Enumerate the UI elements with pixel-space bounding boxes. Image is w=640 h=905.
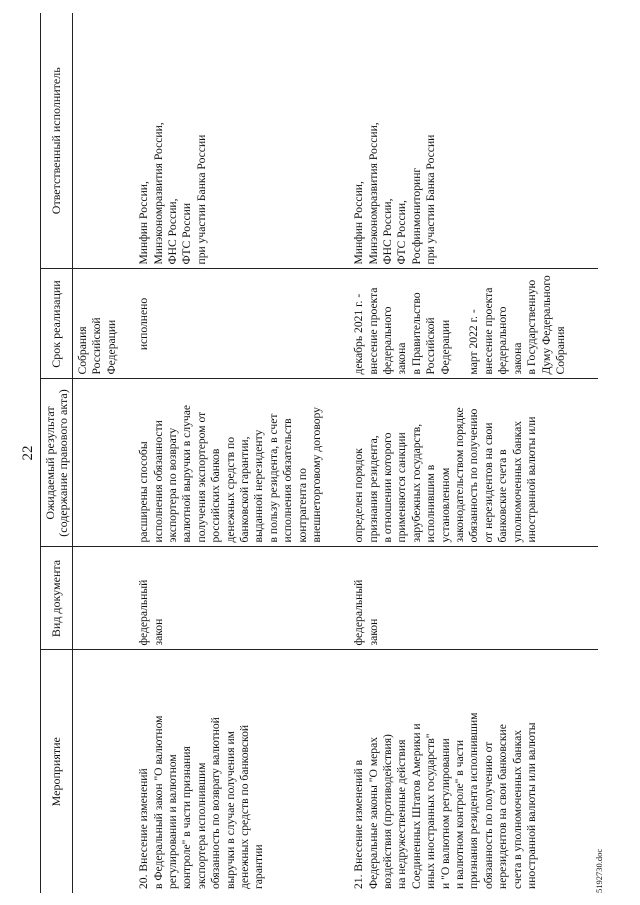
cell-result: расширены способы исполнения обязанности экспортера по возврату валютной выручки в случае получения экспортером от российских банков денежных средств по банковской гарантии, выданной нерезиденту в пользу резидента, в счет исполнения обязательств контрагента по внешнеторговому договору (119, 379, 334, 547)
page-number: 22 (20, 445, 36, 461)
header-measure: Мероприятие (41, 650, 73, 893)
header-deadline: Срок реализации (41, 269, 73, 379)
table-row (73, 13, 120, 893)
measures-table (40, 13, 598, 893)
table-header (41, 13, 73, 893)
cell-measure: 21. Внесение изменений в Федеральные законы "О мерах воздействия (противодействия) на недружественные действия Соединенных Штатов Америки и иных иностранных государств" и "О валютном регулировании и валютном контроле" в части признания резидента исполнившим обязанность по получению от нерезидентов на свои банковские счета в уполномоченных банках иностранной валюты или валюты (352, 712, 539, 889)
rotated-page (12, 13, 628, 893)
cell-responsible (73, 13, 120, 269)
cell-doc-type (73, 547, 120, 650)
header-doc-type: Вид документа (41, 547, 73, 650)
cell-responsible: Минфин России, Минэкономразвития России, ФНС России, ФТС России, Росфинмониторинг при участии Банка России (334, 13, 598, 269)
cell-result: определен порядок признания резидента, в отношении которого применяются санкции зарубежных государств, исполнившим в установленном законодательством порядке обязанность по получению от нерезидентов на свои банковские счета в уполномоченных банках иностранной валюты или (334, 379, 598, 547)
header-result: Ожидаемый результат (содержание правового акта) (41, 379, 73, 547)
cell-doc-type: федеральный закон (334, 547, 598, 650)
cell-result (73, 379, 120, 547)
file-name: 5192730.doc (594, 848, 604, 893)
cell-deadline: Собрания Российской Федерации (73, 269, 120, 379)
table-row (334, 13, 598, 893)
cell-responsible: Минфин России, Минэкономразвития России, ФНС России, ФТС России при участии Банка России (119, 13, 334, 269)
header-responsible: Ответственный исполнитель (41, 13, 73, 269)
cell-measure: 20. Внесение изменений в Федеральный закон "О валютном регулировании и валютном контроле" в части признания экспортера исполнившим обязанность по возврату валютной выручки в случае получения им денежных средств по банковской гарантии (137, 715, 266, 889)
cell-deadline: исполнено (119, 269, 334, 379)
cell-deadline: декабрь 2021 г. - внесение проекта федерального закона в Правительство Российской Федерации март 2022 г. - внесение проекта федерального закона в Государственную Думу Федерального Собрания (334, 269, 598, 379)
table-row (119, 13, 334, 893)
cell-doc-type: федеральный закон (119, 547, 334, 650)
cell-measure (73, 650, 120, 893)
